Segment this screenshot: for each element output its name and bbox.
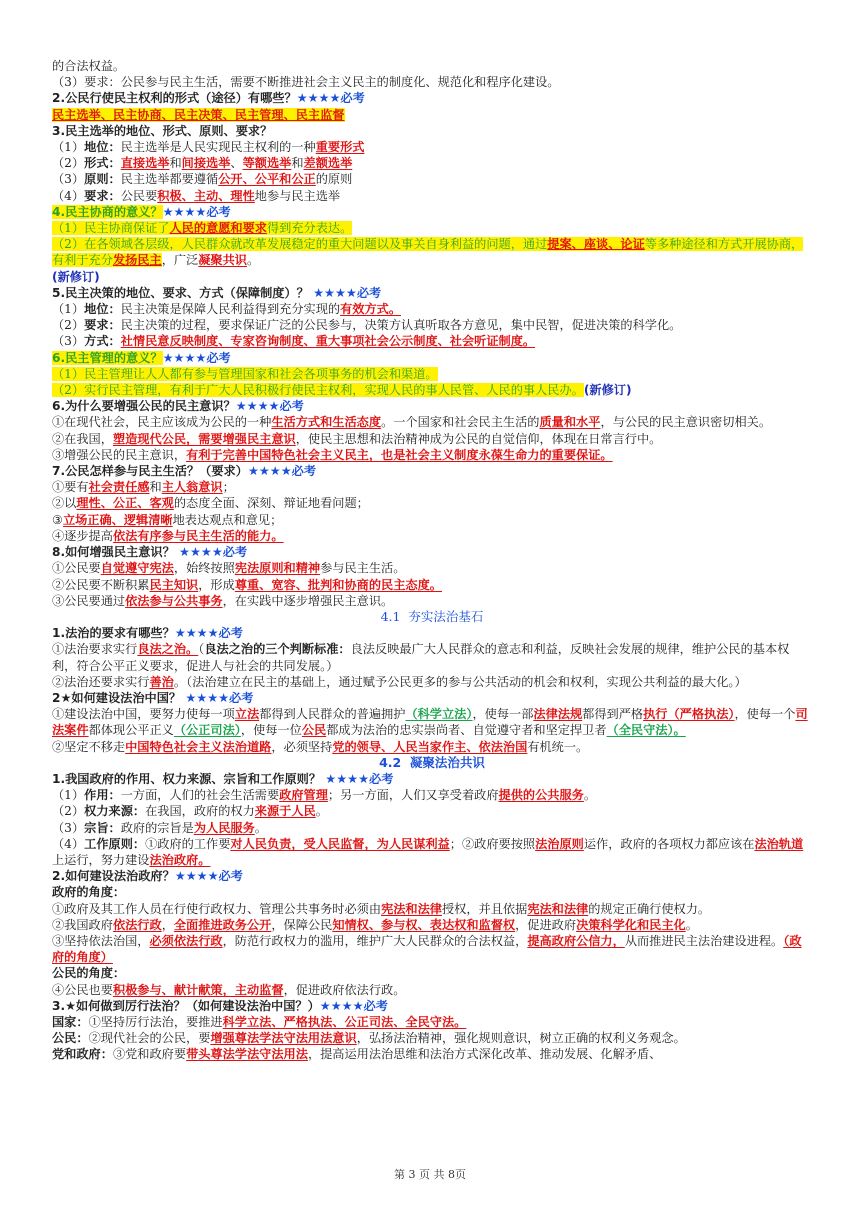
text-run: 党和政府： <box>52 1047 113 1062</box>
text-run: 参与民主生活。 <box>320 561 406 576</box>
text-run: ③ <box>52 512 63 527</box>
text-run: 都得到严格 <box>582 707 644 722</box>
text-line <box>52 836 812 868</box>
text-line <box>52 236 812 268</box>
key-phrase: 重要形式 <box>315 140 365 155</box>
text-run: 得到充分表达。 <box>266 221 353 236</box>
importance-stars: ★★★★必考 <box>162 350 231 365</box>
text-line <box>52 560 812 576</box>
text-line <box>52 333 812 349</box>
key-phrase: 为人民服务 <box>193 820 255 835</box>
text-run: 和 <box>291 156 304 171</box>
key-phrase: 带头尊法学法守法用法 <box>186 1047 308 1062</box>
text-run: （1）民主管理让人人都有参与管理国家和社会各项事务的机会和渠道。 <box>52 366 438 381</box>
text-run: 良法之治的三个判断标准： <box>204 642 351 657</box>
question-heading <box>52 884 812 900</box>
text-run: （4） <box>52 836 85 851</box>
section-heading <box>52 609 812 625</box>
text-run: ，在实践中逐步增强民主意识。 <box>222 593 394 608</box>
text-line <box>52 901 812 917</box>
key-phrase: 来源于人民 <box>254 804 316 819</box>
text-run: 原则： <box>84 172 121 187</box>
question-heading <box>52 204 812 220</box>
importance-stars: ★★★★必考 <box>247 464 317 479</box>
text-line <box>52 269 812 285</box>
text-run: ③党和政府要 <box>112 1047 187 1062</box>
document-body <box>52 58 812 1063</box>
question-heading <box>52 398 812 414</box>
text-run: ；②政府要按照 <box>449 836 536 851</box>
text-run: （2）在各领域各层级，人民群众就改革发展稳定的重大问题以及事关自身利益的问题，通过 <box>52 237 548 252</box>
text-run: 。 <box>254 820 267 835</box>
text-run: ，与公民的民主意识密切相关。 <box>600 415 772 430</box>
importance-stars: ★★★★必考 <box>325 771 394 786</box>
text-run: 宗旨： <box>84 820 121 835</box>
key-phrase: 立场正确、逻辑清晰 <box>62 512 173 527</box>
key-phrase: 积极参与、献计献策，主动监督 <box>112 982 284 997</box>
text-run: （2）实行民主管理，有利于广大人民积极行使民主权利，实现人民的事人民管、人民的事人民办。 <box>52 383 584 398</box>
text-run: 有机统一。 <box>527 739 589 754</box>
text-run: 授权，并且依据 <box>442 901 528 916</box>
text-run: 要求： <box>84 318 121 333</box>
text-run: ④公民也要 <box>52 982 113 997</box>
key-phrase: 尊重、宽容、批判和协商的民主态度。 <box>234 577 442 592</box>
text-run: 民主决策的过程，要求保证广泛的公民参与，决策方认真听取各方意见，集中民智，促进决策的科学化。 <box>120 318 682 333</box>
key-phrase: 生活方式和生活态度 <box>271 415 382 430</box>
text-run: 民主选举都要遵循 <box>120 172 219 187</box>
text-line <box>52 933 812 965</box>
text-run: 等多种途径和方式开展协商，有利于充分 <box>52 237 804 268</box>
text-run: 的态度全面、深刻、辩证地看问题； <box>173 496 369 511</box>
text-run: ③坚持依法治国， <box>52 933 150 948</box>
question-heading <box>52 998 812 1014</box>
text-line <box>52 739 812 755</box>
text-run: 2.公民行使民主权利的形式（途径）有哪些？ <box>52 91 297 106</box>
text-run: 的规定正确行使权力。 <box>588 901 711 916</box>
text-line <box>52 414 812 430</box>
text-run: ①坚持厉行法治，要推进 <box>88 1014 223 1029</box>
question-heading <box>52 868 812 884</box>
text-run: （1） <box>52 788 85 803</box>
key-phrase: 良法之治。 <box>137 642 199 657</box>
key-phrase: 社会责任感 <box>88 480 150 495</box>
text-line <box>52 382 812 398</box>
text-run: ，使每一部 <box>472 707 534 722</box>
text-run: 公民： <box>52 1031 89 1046</box>
key-phrase: 差额选举 <box>303 156 353 171</box>
text-run: （1） <box>52 140 85 155</box>
text-run: (新修订) <box>583 383 632 398</box>
text-run: 。 <box>685 917 698 932</box>
text-run: ，防范行政权力的滥用，维护广大人民群众的合法权益， <box>222 933 528 948</box>
text-run: 形式： <box>84 156 121 171</box>
key-phrase: 主人翁意识 <box>161 480 223 495</box>
text-run: ④逐步提高 <box>52 528 113 543</box>
text-run: 8.如何增强民主意识？ <box>52 545 180 560</box>
text-run: 上运行，努力建设 <box>52 852 150 867</box>
text-run: 运作，政府的各项权力都应该在 <box>583 836 755 851</box>
key-phrase: 全面推进政务公开 <box>173 917 272 932</box>
text-run: 良法反映最广大人民群众的意志和利益，反映社会发展的规律，维护公民的基本权利，符合公平正义要求，促进人与社会的共同发展。） <box>52 642 790 673</box>
text-line <box>52 1014 812 1030</box>
text-run: （1） <box>52 302 85 317</box>
text-run: ①政府的工作要 <box>145 836 231 851</box>
text-run: 。（法治建立在民主的基础上，通过赋予公民更多的参与公共活动的机会和权利，实现公共利益的最大化。） <box>173 674 747 689</box>
key-phrase: 法治原则 <box>535 836 584 851</box>
text-run: （1）民主协商保证了 <box>52 221 170 236</box>
text-run: 都成为法治的忠实崇尚者、自觉遵守者和坚定捍卫者 <box>326 723 607 738</box>
text-run: (新修订) <box>52 269 100 284</box>
text-run: 4.1 夯实法治基石 <box>380 608 484 624</box>
text-run: 6.民主管理的意义？ <box>52 350 163 365</box>
importance-stars: ★★★★必考 <box>174 869 243 884</box>
key-phrase: 有利于完善中国特色社会主义民主，也是社会主义制度永葆生命力的重要保证。 <box>186 447 613 462</box>
text-run: ①政府及其工作人员在行使行政权力、管理公共事务时必须由 <box>52 901 382 916</box>
importance-stars: ★★★★必考 <box>235 399 304 414</box>
question-heading <box>52 690 812 706</box>
text-run: ，保障公民 <box>271 917 333 932</box>
text-run: 民主决策是保障人民利益得到充分实现的 <box>120 302 341 317</box>
key-phrase: 提供的公共服务 <box>498 788 584 803</box>
text-run: 、 <box>230 156 243 171</box>
question-heading <box>52 90 812 106</box>
text-run: ①要有 <box>52 480 89 495</box>
key-phrase: 政府管理 <box>279 788 328 803</box>
question-heading <box>52 123 812 139</box>
text-line <box>52 107 812 123</box>
text-line <box>52 820 812 836</box>
key-phrase: 民主选举、民主协商、民主决策、民主管理、民主监督 <box>52 107 345 122</box>
text-line <box>52 982 812 998</box>
key-phrase: 直接选举 <box>120 156 170 171</box>
text-run: ②在我国， <box>52 431 113 446</box>
question-heading <box>52 965 812 981</box>
text-run: 。一个国家和社会民主生活的 <box>381 415 540 430</box>
text-run: 地位： <box>84 140 121 155</box>
text-run: 要求： <box>84 188 121 203</box>
text-run: 6.为什么要增强公民的民主意识？ <box>52 399 236 414</box>
key-phrase: 人民的意愿和要求 <box>169 221 267 236</box>
text-line <box>52 512 812 528</box>
text-run: ，提高运用法治思维和法治方式深化改革、推动发展、化解矛盾、 <box>307 1047 662 1062</box>
text-run: 都体现公平正义 <box>88 723 174 738</box>
text-run: 国家： <box>52 1014 89 1029</box>
text-run: ，使民主思想和法治精神成为公民的自觉信仰，体现在日常言行中。 <box>295 431 662 446</box>
key-phrase: 宪法和法律 <box>527 901 589 916</box>
importance-stars: ★★★★必考 <box>174 626 243 641</box>
key-phrase: 知情权、参与权、表达权和监督权 <box>332 917 516 932</box>
text-run: 地表达观点和意见； <box>172 512 283 527</box>
text-line <box>52 317 812 333</box>
key-phrase: 依法有序参与民主生活的能力。 <box>112 528 284 543</box>
importance-stars: ★★★★必考 <box>319 998 388 1013</box>
text-line <box>52 706 812 738</box>
text-run: ，必须坚持 <box>271 739 333 754</box>
text-run: （2） <box>52 804 85 819</box>
text-run: 政府的宗旨是 <box>120 820 194 835</box>
text-run: 的合法权益。 <box>52 59 126 73</box>
text-run: ①建设法治中国，要努力使每一项 <box>52 707 235 722</box>
text-run: ③增强公民的民主意识， <box>52 447 187 462</box>
text-run: 3.★如何做到厉行法治？（如何建设法治中国？） <box>52 998 320 1013</box>
key-phrase: 提案、座谈、论证 <box>547 237 645 252</box>
key-phrase: 对人民负责，受人民监督，为人民谋利益 <box>230 836 450 851</box>
page-footer: 第 3 页 共 8页 <box>394 1168 466 1181</box>
text-line <box>52 58 812 74</box>
text-run: 。 <box>583 788 597 803</box>
text-run: 3.民主选举的地位、形式、原则、要求？ <box>52 123 273 138</box>
question-heading <box>52 771 812 787</box>
text-run: ②坚定不移走 <box>52 739 126 754</box>
key-phrase: 法律法规 <box>533 707 583 722</box>
section-heading <box>52 755 812 771</box>
text-line <box>52 593 812 609</box>
key-phrase: 依法行政 <box>112 917 162 932</box>
text-run: 地位： <box>84 302 121 317</box>
text-run: 权力来源： <box>84 804 146 819</box>
text-run: ， <box>161 917 174 932</box>
text-run: ，使每一位 <box>240 723 302 738</box>
text-run: ； <box>222 480 235 495</box>
key-phrase: 提高政府公信力， <box>527 933 625 948</box>
question-heading <box>52 285 812 301</box>
importance-stars: ★★★★必考 <box>313 285 382 300</box>
key-phrase: 宪法和法律 <box>381 901 442 916</box>
text-run: ，使每一个 <box>734 707 796 722</box>
question-heading <box>52 625 812 641</box>
key-phrase: 理性、公正、客观 <box>76 496 174 511</box>
text-run: 都得到人民群众的普遍拥护 <box>259 707 406 722</box>
key-phrase: 等额选举 <box>242 156 292 171</box>
key-phrase: 党的领导、人民当家作主、依法治国 <box>332 739 528 754</box>
text-line <box>52 787 812 803</box>
key-phrase: 必须依法行政 <box>149 933 223 948</box>
text-run: （3）要求：公民参与民主生活，需要不断推进社会主义民主的制度化、规范化和程序化建设。 <box>52 75 560 90</box>
key-phrase: 科学立法、严格执法、公正司法、全民守法。 <box>222 1014 467 1029</box>
text-run: ②法治还要求实行 <box>52 674 150 689</box>
text-line <box>52 431 812 447</box>
text-run: （4） <box>52 188 85 203</box>
text-run: 和 <box>169 156 182 171</box>
text-run: ，弘扬法治精神，强化规则意识，树立正确的权利义务观念。 <box>356 1031 686 1046</box>
text-run: 。 <box>315 804 328 819</box>
text-run: ②现代社会的公民，要 <box>88 1031 211 1046</box>
text-run: ，形成 <box>198 577 235 592</box>
key-phrase: 凝聚共识 <box>198 253 247 268</box>
key-phrase: 民主知识 <box>149 577 199 592</box>
text-line <box>52 528 812 544</box>
text-run: 。 <box>247 253 260 268</box>
key-phrase: 发扬民主 <box>112 253 162 268</box>
text-run: 地参与民主选举 <box>254 188 341 203</box>
text-run: 在我国，政府的权力 <box>145 804 255 819</box>
text-run: ，促进政府 <box>515 917 577 932</box>
text-run: ①法治要求实行 <box>52 642 138 657</box>
text-run: ；另一方面，人们又享受着政府 <box>327 788 499 803</box>
key-phrase: 有效方式。 <box>340 302 402 317</box>
text-line <box>52 917 812 933</box>
text-line <box>52 366 812 382</box>
text-run: ②公民要不断积累 <box>52 577 150 592</box>
text-run: 工作原则： <box>84 836 146 851</box>
text-run: （3） <box>52 334 85 349</box>
text-run: 4.2 凝聚法治共识 <box>379 754 485 770</box>
text-line <box>52 1030 812 1046</box>
text-run: ③公民要通过 <box>52 593 126 608</box>
importance-stars: ★★★★必考 <box>179 545 248 560</box>
key-phrase: （公正司法） <box>173 723 241 738</box>
key-phrase: 自觉遵守宪法 <box>100 561 174 576</box>
text-line <box>52 301 812 317</box>
text-run: 2★如何建设法治中国？ <box>52 690 186 705</box>
text-run: ②以 <box>52 496 77 511</box>
text-run: （2） <box>52 318 85 333</box>
key-phrase: 决策科学化和民主化 <box>576 917 686 932</box>
text-run: （3） <box>52 172 85 187</box>
text-line <box>52 479 812 495</box>
text-line <box>52 74 812 90</box>
key-phrase: 塑造现代公民，需要增强民主意识 <box>112 431 296 446</box>
key-phrase: 积极、主动、理性 <box>157 188 255 203</box>
key-phrase: 法治轨道 <box>754 836 804 851</box>
key-phrase: 公开、公平和公正 <box>218 172 316 187</box>
question-heading <box>52 544 812 560</box>
text-run: 的原则 <box>315 172 353 187</box>
key-phrase: （政府的角度） <box>52 933 802 965</box>
text-run: ，始终按照 <box>173 561 235 576</box>
key-phrase: 依法参与公共事务 <box>125 593 223 608</box>
text-run: 公民要 <box>120 188 158 203</box>
text-run: ，广泛 <box>161 253 199 268</box>
text-run: 方式： <box>84 334 121 349</box>
text-run: 民主选举是人民实现民主权利的一种 <box>120 140 316 155</box>
text-run: 1.法治的要求有哪些？ <box>52 626 175 641</box>
key-phrase: 法治政府。 <box>149 852 211 867</box>
text-line <box>52 447 812 463</box>
question-heading <box>52 350 812 366</box>
key-phrase: 公民 <box>301 723 327 738</box>
key-phrase: 宪法原则和精神 <box>234 561 321 576</box>
text-run: ②我国政府 <box>52 917 113 932</box>
key-phrase: 司法案件 <box>52 707 808 738</box>
text-line <box>52 171 812 187</box>
importance-stars: ★★★★必考 <box>185 690 254 705</box>
text-line <box>52 674 812 690</box>
text-line <box>52 155 812 171</box>
question-heading <box>52 463 812 479</box>
text-run: （ <box>198 642 205 657</box>
key-phrase: 间接选举 <box>181 156 231 171</box>
text-run: 4.民主协商的意义？ <box>52 204 163 219</box>
key-phrase: （全民守法）。 <box>606 723 686 738</box>
text-line <box>52 139 812 155</box>
key-phrase: 善治 <box>149 674 174 689</box>
key-phrase: 立法 <box>234 707 260 722</box>
text-line <box>52 495 812 511</box>
key-phrase: 质量和水平 <box>539 415 601 430</box>
text-line <box>52 641 812 673</box>
text-run: ①公民要 <box>52 561 101 576</box>
text-line <box>52 803 812 819</box>
key-phrase: 执行（严格执法） <box>643 707 735 722</box>
text-run: 公民的角度： <box>52 966 126 981</box>
text-line <box>52 188 812 204</box>
key-phrase: 中国特色社会主义法治道路 <box>125 739 272 754</box>
text-run: 政府的角度： <box>52 885 126 900</box>
text-run: 5.民主决策的地位、要求、方式（保障制度）？ <box>52 285 314 300</box>
text-run: 作用： <box>84 788 121 803</box>
key-phrase: 社情民意反映制度、专家咨询制度、重大事项社会公示制度、社会听证制度。 <box>120 334 536 349</box>
text-run: 2.如何建设法治政府？ <box>52 869 175 884</box>
key-phrase: 增强尊法学法守法用法意识 <box>210 1031 357 1046</box>
text-run: （3） <box>52 820 85 835</box>
importance-stars: ★★★★必考 <box>162 204 231 219</box>
text-run: 7.公民怎样参与民主生活？（要求） <box>52 464 248 479</box>
text-run: ①在现代社会，民主应该成为公民的一种 <box>52 415 272 430</box>
text-run: 和 <box>149 480 162 495</box>
key-phrase: （科学立法） <box>405 707 473 722</box>
text-run: 1.我国政府的作用、权力来源、宗旨和工作原则？ <box>52 771 326 786</box>
text-run: 一方面，人们的社会生活需要 <box>120 788 280 803</box>
text-run: 从而推进民主法治建设进程。 <box>624 933 784 948</box>
text-line <box>52 1046 812 1062</box>
text-line <box>52 577 812 593</box>
text-line <box>52 220 812 236</box>
text-run: ，促进政府依法行政。 <box>283 982 406 997</box>
text-run: （2） <box>52 156 85 171</box>
importance-stars: ★★★★必考 <box>296 91 365 106</box>
